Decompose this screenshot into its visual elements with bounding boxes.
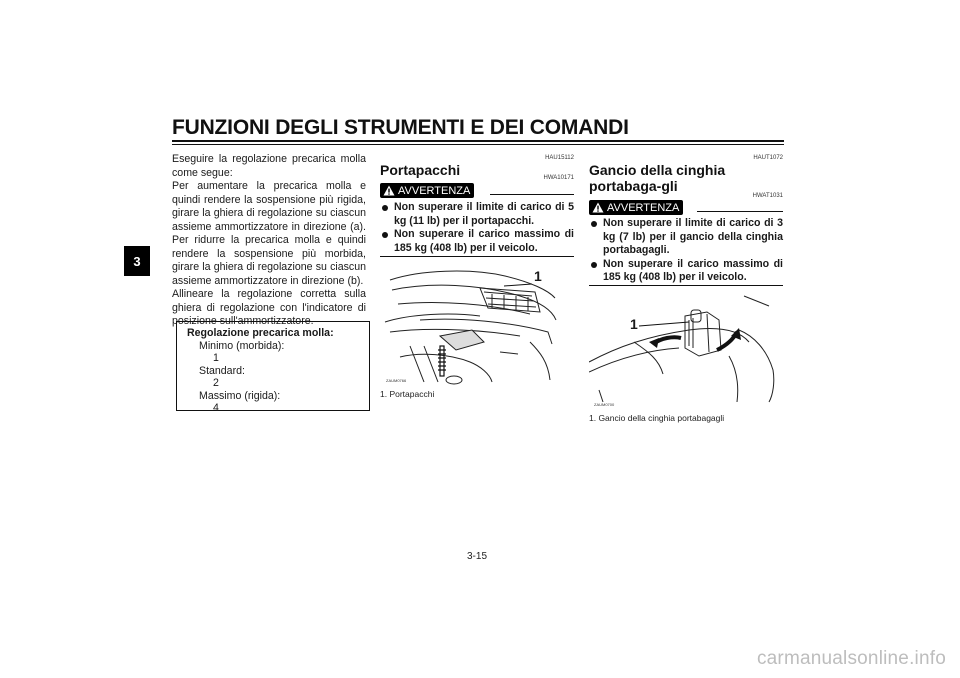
- warning-label: AVVERTENZA: [607, 201, 680, 214]
- section-code: HAU15112: [545, 155, 574, 161]
- paragraph: Per aumentare la precarica molla e quindi rendere la sospensione più rigida, girare la ghiera di regolazione su ciascun assieme ammortizzatore in direzione (a). Per ridurre la precarica molla e quindi rendere la sospensione più morbida, girare la ghiera di regolazione su ciascun assieme ammortizzatore in direzione (b).: [172, 180, 366, 287]
- warning-rule: [697, 211, 783, 212]
- figure-caption: 1. Portapacchi: [380, 389, 435, 399]
- luggage-rack-illustration: [380, 262, 575, 387]
- spec-value: 4: [213, 402, 219, 414]
- header-rule-thin: [172, 144, 784, 145]
- figure-caption: 1. Gancio della cinghia portabagagli: [589, 413, 725, 423]
- warning-item: Non superare il carico massimo di 185 kg (408 lb) per il veicolo.: [589, 258, 783, 285]
- warning-item: Non superare il limite di carico di 3 kg (7 lb) per il gancio della cinghia portabagagli.: [589, 217, 783, 258]
- warning-triangle-icon: [383, 185, 395, 196]
- spec-value: 2: [213, 377, 219, 389]
- page-number: 3-15: [467, 551, 488, 562]
- warning-code: HWAT1031: [752, 193, 783, 199]
- figure-callout: 1: [630, 316, 638, 332]
- warning-badge: [589, 200, 683, 215]
- spec-label: Minimo (morbida):: [199, 339, 285, 352]
- section-code: HAUT1072: [753, 155, 783, 161]
- warning-label: AVVERTENZA: [398, 184, 471, 197]
- paragraph: Allineare la regolazione corretta sulla ghiera di regolazione con l'indicatore di posizione sull'ammortizzatore.: [172, 288, 366, 327]
- column-1-text: [172, 153, 366, 329]
- section-title-gancio: [589, 162, 789, 194]
- spec-value: 1: [213, 352, 219, 364]
- warning-rule: [490, 194, 574, 195]
- warning-triangle-icon: [592, 202, 604, 213]
- strap-hook-illustration: [589, 290, 784, 407]
- spec-title: Regolazione precarica molla:: [187, 327, 334, 339]
- header-rule: [172, 140, 784, 142]
- section-title-portapacchi: Portapacchi: [380, 162, 461, 178]
- spec-label: Massimo (rigida):: [199, 389, 281, 402]
- warning-header: [380, 183, 574, 199]
- warning-end-rule: [589, 285, 783, 286]
- warning-end-rule: [380, 256, 574, 257]
- spec-label: Standard:: [199, 364, 245, 377]
- watermark: carmanualsonline.info: [756, 648, 946, 669]
- image-code: ZAUM0766: [386, 378, 407, 383]
- warning-badge: [380, 183, 474, 198]
- warning-list: [589, 217, 783, 285]
- warning-item: Non superare il carico massimo di 185 kg (408 lb) per il veicolo.: [380, 228, 574, 255]
- image-code: ZAUM0700: [594, 402, 615, 407]
- warning-item: Non superare il limite di carico di 5 kg (11 lb) per il portapacchi.: [380, 201, 574, 228]
- spec-box: [176, 321, 370, 414]
- warning-code: HWA10171: [543, 175, 574, 181]
- paragraph: Eseguire la regolazione precarica molla come segue:: [172, 153, 366, 179]
- figure-callout: 1: [534, 268, 542, 284]
- warning-list: [380, 201, 574, 255]
- chapter-tab: 3: [124, 246, 150, 276]
- warning-header: [589, 200, 783, 216]
- page-title: FUNZIONI DEGLI STRUMENTI E DEI COMANDI: [172, 116, 629, 139]
- section-title-text: Gancio della cinghia portabaga-gli: [589, 162, 726, 194]
